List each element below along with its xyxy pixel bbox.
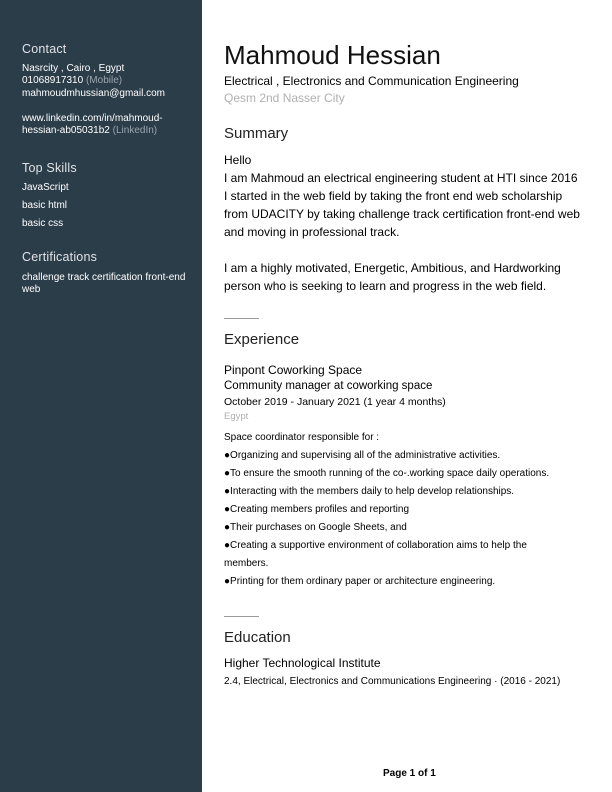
summary-line: Hello [224, 153, 252, 167]
contact-heading: Contact [22, 42, 67, 56]
experience-heading: Experience [224, 331, 300, 348]
sidebar [0, 0, 202, 792]
summary-line: I am Mahmoud an electrical engineering student at HTI since 2016 [224, 171, 578, 185]
description-line: ●To ensure the smooth running of the co-.working space daily operations. [224, 468, 550, 479]
contact-linkedin[interactable] [22, 113, 197, 137]
skill-item: JavaScript [22, 182, 69, 193]
certifications-heading: Certifications [22, 250, 98, 264]
experience-description [224, 429, 549, 591]
summary-line: person who is seeking to learn and progress in the web field. [224, 279, 547, 293]
linkedin-url-2[interactable]: hessian-ab05031b2 [22, 125, 110, 136]
skill-item: basic css [22, 218, 64, 229]
description-line: ●Creating members profiles and reporting [224, 504, 410, 515]
description-line: members. [224, 558, 269, 569]
description-line: ●Organizing and supervising all of the administrative activities. [224, 450, 501, 461]
description-line: Space coordinator responsible for : [224, 432, 380, 443]
description-line: ●Creating a supportive environment of collaboration aims to help the [224, 540, 527, 551]
skill-item: basic html [22, 200, 68, 211]
experience-company: Pinpont Coworking Space [224, 363, 363, 377]
summary-line: and moving in professional track. [224, 225, 400, 239]
summary-line: I am a highly motivated, Energetic, Ambitious, and Hardworking [224, 261, 561, 275]
education-degree: 2.4, Electrical, Electronics and Communications Engineering · (2016 - 2021) [224, 676, 561, 687]
contact-email[interactable]: mahmoudmhussian@gmail.com [22, 88, 165, 99]
section-divider [224, 616, 259, 617]
summary-blank-line [224, 241, 580, 259]
linkedin-label: (LinkedIn) [112, 125, 158, 136]
skills-heading: Top Skills [22, 161, 77, 175]
phone-number: 01068917310 [22, 75, 84, 86]
education-heading: Education [224, 629, 291, 646]
linkedin-url-1[interactable]: www.linkedin.com/in/mahmoud- [22, 113, 163, 124]
education-school: Higher Technological Institute [224, 656, 381, 670]
profile-headline: Electrical , Electronics and Communication Engineering [224, 74, 519, 88]
section-divider [224, 318, 259, 319]
summary-heading: Summary [224, 125, 289, 142]
description-line: ●Their purchases on Google Sheets, and [224, 522, 407, 533]
contact-address: Nasrcity , Cairo , Egypt [22, 63, 125, 74]
description-line: ●Printing for them ordinary paper or architecture engineering. [224, 576, 496, 587]
experience-title: Community manager at coworking space [224, 380, 433, 392]
summary-line: from UDACITY by taking challenge track certification front-end web [224, 207, 580, 221]
contact-phone [22, 75, 197, 87]
profile-location: Qesm 2nd Nasser City [224, 91, 345, 105]
summary-line: I started in the web field by taking the front end web scholarship [224, 189, 563, 203]
summary-text [224, 151, 580, 295]
experience-location: Egypt [224, 411, 249, 422]
page-number: Page 1 of 1 [383, 768, 436, 779]
certification-item: challenge track certification front-end web [22, 272, 186, 295]
profile-name: Mahmoud Hessian [224, 40, 441, 70]
phone-label: (Mobile) [85, 75, 123, 86]
experience-dates: October 2019 - January 2021 (1 year 4 months) [224, 396, 446, 408]
description-line: ●Interacting with the members daily to help develop relationships. [224, 486, 515, 497]
